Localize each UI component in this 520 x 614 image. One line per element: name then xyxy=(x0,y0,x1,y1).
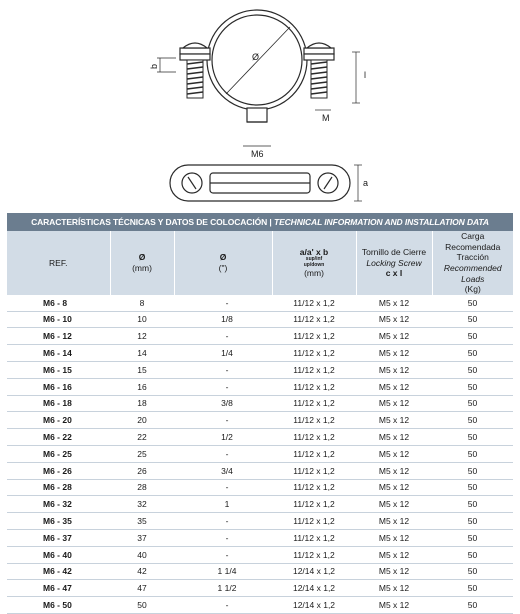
screw-cell: M5 x 12 xyxy=(356,479,432,496)
header-ref-label: REF. xyxy=(49,257,68,268)
axb-cell: 11/12 x 1,2 xyxy=(272,513,356,530)
spec-table xyxy=(7,213,513,614)
screw-cell: M5 x 12 xyxy=(356,311,432,328)
load-cell: 50 xyxy=(432,513,513,530)
header-ref xyxy=(7,231,110,295)
table-body xyxy=(7,295,513,614)
diameter-inch-cell: - xyxy=(174,412,272,429)
load-cell: 50 xyxy=(432,412,513,429)
diameter-mm-cell: 20 xyxy=(110,412,174,429)
table-row xyxy=(7,378,513,395)
ref-cell: M6 - 10 xyxy=(7,311,110,328)
table-row xyxy=(7,597,513,614)
diameter-inch-cell: - xyxy=(174,445,272,462)
ref-cell: M6 - 8 xyxy=(7,295,110,311)
label-rod-thread: M6 xyxy=(251,149,264,159)
diameter-mm-cell: 10 xyxy=(110,311,174,328)
load-cell: 50 xyxy=(432,429,513,446)
table-row xyxy=(7,563,513,580)
screw-cell: M5 x 12 xyxy=(356,361,432,378)
header-axb-note2: up/down xyxy=(303,261,325,268)
table-title-en: TECHNICAL INFORMATION AND INSTALLATION DATA xyxy=(273,217,489,227)
header-load-unit: (Kg) xyxy=(464,284,481,295)
screw-cell: M5 x 12 xyxy=(356,412,432,429)
axb-cell: 11/12 x 1,2 xyxy=(272,361,356,378)
diameter-inch-cell: - xyxy=(174,378,272,395)
axb-cell: 11/12 x 1,2 xyxy=(272,429,356,446)
header-diameter-inch xyxy=(174,231,272,295)
header-diameter-mm-symbol: Ø xyxy=(138,252,146,263)
label-screw-thread: M xyxy=(322,113,330,123)
screw-cell: M5 x 12 xyxy=(356,529,432,546)
diameter-mm-cell: 18 xyxy=(110,395,174,412)
diameter-mm-cell: 42 xyxy=(110,563,174,580)
diameter-mm-cell: 37 xyxy=(110,529,174,546)
axb-cell: 11/12 x 1,2 xyxy=(272,462,356,479)
table-row xyxy=(7,513,513,530)
left-screw-head xyxy=(183,43,207,48)
screw-cell: M5 x 12 xyxy=(356,597,432,614)
table-title-es: CARACTERÍSTICAS TÉCNICAS Y DATOS DE COLOCACIÓN xyxy=(31,217,268,227)
ref-cell: M6 - 25 xyxy=(7,445,110,462)
rod-nut xyxy=(247,108,267,122)
diameter-inch-cell: - xyxy=(174,546,272,563)
header-load xyxy=(432,231,513,295)
screw-cell: M5 x 12 xyxy=(356,462,432,479)
axb-cell: 11/12 x 1,2 xyxy=(272,412,356,429)
diameter-inch-cell: - xyxy=(174,479,272,496)
table-row xyxy=(7,529,513,546)
table-row xyxy=(7,580,513,597)
diameter-mm-cell: 15 xyxy=(110,361,174,378)
table-row xyxy=(7,295,513,311)
header-load-es2: Tracción xyxy=(456,252,489,263)
table-row xyxy=(7,546,513,563)
ref-cell: M6 - 35 xyxy=(7,513,110,530)
axb-cell: 11/12 x 1,2 xyxy=(272,479,356,496)
axb-cell: 11/12 x 1,2 xyxy=(272,395,356,412)
header-axb-unit: (mm) xyxy=(304,268,324,279)
ref-cell: M6 - 37 xyxy=(7,529,110,546)
screw-cell: M5 x 12 xyxy=(356,295,432,311)
table-row xyxy=(7,479,513,496)
diameter-inch-cell: 1/8 xyxy=(174,311,272,328)
axb-cell: 11/12 x 1,2 xyxy=(272,529,356,546)
load-cell: 50 xyxy=(432,361,513,378)
load-cell: 50 xyxy=(432,462,513,479)
ref-cell: M6 - 32 xyxy=(7,496,110,513)
ref-cell: M6 - 16 xyxy=(7,378,110,395)
screw-cell: M5 x 12 xyxy=(356,429,432,446)
screw-cell: M5 x 12 xyxy=(356,563,432,580)
load-cell: 50 xyxy=(432,580,513,597)
ref-cell: M6 - 20 xyxy=(7,412,110,429)
diameter-mm-cell: 35 xyxy=(110,513,174,530)
header-diameter-inch-unit: (") xyxy=(218,262,228,273)
axb-cell: 11/12 x 1,2 xyxy=(272,328,356,345)
header-screw-en: Locking Screw xyxy=(366,257,422,268)
axb-cell: 11/12 x 1,2 xyxy=(272,311,356,328)
screw-cell: M5 x 12 xyxy=(356,445,432,462)
diameter-inch-cell: - xyxy=(174,529,272,546)
axb-cell: 11/12 x 1,2 xyxy=(272,496,356,513)
table-row xyxy=(7,328,513,345)
table-row xyxy=(7,445,513,462)
axb-cell: 11/12 x 1,2 xyxy=(272,546,356,563)
table-row xyxy=(7,496,513,513)
table-row xyxy=(7,429,513,446)
ref-cell: M6 - 42 xyxy=(7,563,110,580)
table-title-sep: | xyxy=(267,217,274,227)
load-cell: 50 xyxy=(432,311,513,328)
ref-cell: M6 - 47 xyxy=(7,580,110,597)
diameter-inch-cell: 1/2 xyxy=(174,429,272,446)
header-screw xyxy=(356,231,432,295)
table-row xyxy=(7,395,513,412)
screw-cell: M5 x 12 xyxy=(356,496,432,513)
screw-cell: M5 x 12 xyxy=(356,513,432,530)
ref-cell: M6 - 50 xyxy=(7,597,110,614)
diameter-inch-cell: - xyxy=(174,597,272,614)
right-flange xyxy=(304,48,334,54)
table-row xyxy=(7,311,513,328)
label-diameter: Ø xyxy=(252,52,260,62)
axb-cell: 11/12 x 1,2 xyxy=(272,378,356,395)
load-cell: 50 xyxy=(432,479,513,496)
axb-cell: 12/14 x 1,2 xyxy=(272,563,356,580)
table-row xyxy=(7,345,513,362)
ref-cell: M6 - 28 xyxy=(7,479,110,496)
diameter-mm-cell: 16 xyxy=(110,378,174,395)
table-row xyxy=(7,462,513,479)
diameter-mm-cell: 26 xyxy=(110,462,174,479)
header-axb-note1: sup/inf xyxy=(305,256,323,263)
screw-cell: M5 x 12 xyxy=(356,546,432,563)
left-flange xyxy=(180,48,210,54)
diameter-mm-cell: 47 xyxy=(110,580,174,597)
screw-cell: M5 x 12 xyxy=(356,395,432,412)
diameter-mm-cell: 50 xyxy=(110,597,174,614)
load-cell: 50 xyxy=(432,529,513,546)
axb-cell: 12/14 x 1,2 xyxy=(272,597,356,614)
axb-cell: 12/14 x 1,2 xyxy=(272,580,356,597)
load-cell: 50 xyxy=(432,546,513,563)
diameter-mm-cell: 25 xyxy=(110,445,174,462)
diameter-mm-cell: 12 xyxy=(110,328,174,345)
header-screw-es: Tornillo de Cierre xyxy=(361,246,427,257)
ref-cell: M6 - 40 xyxy=(7,546,110,563)
load-cell: 50 xyxy=(432,597,513,614)
header-load-es1: Carga Recomendada xyxy=(445,231,501,252)
screw-cell: M5 x 12 xyxy=(356,378,432,395)
diameter-inch-cell: - xyxy=(174,361,272,378)
load-cell: 50 xyxy=(432,563,513,580)
diameter-mm-cell: 40 xyxy=(110,546,174,563)
diameter-mm-cell: 8 xyxy=(110,295,174,311)
ref-cell: M6 - 22 xyxy=(7,429,110,446)
ref-cell: M6 - 18 xyxy=(7,395,110,412)
diameter-inch-cell: 3/4 xyxy=(174,462,272,479)
load-cell: 50 xyxy=(432,496,513,513)
ref-cell: M6 - 14 xyxy=(7,345,110,362)
load-cell: 50 xyxy=(432,445,513,462)
header-load-en: Recommended Loads xyxy=(443,262,502,284)
load-cell: 50 xyxy=(432,295,513,311)
header-axb-label: a/a' x b xyxy=(299,246,329,257)
right-screw-head xyxy=(307,43,331,48)
ref-cell: M6 - 26 xyxy=(7,462,110,479)
diameter-mm-cell: 32 xyxy=(110,496,174,513)
ref-cell: M6 - 15 xyxy=(7,361,110,378)
header-diameter-mm-unit: (mm) xyxy=(132,262,152,273)
table-header-row xyxy=(7,231,513,295)
diameter-mm-cell: 22 xyxy=(110,429,174,446)
table-row xyxy=(7,412,513,429)
screw-cell: M5 x 12 xyxy=(356,580,432,597)
diameter-inch-cell: 1/4 xyxy=(174,345,272,362)
header-screw-dims: c x l xyxy=(385,268,403,279)
header-axb xyxy=(272,231,356,295)
diameter-inch-cell: 1 xyxy=(174,496,272,513)
table-title-row xyxy=(7,213,513,231)
header-diameter-mm xyxy=(110,231,174,295)
axb-cell: 11/12 x 1,2 xyxy=(272,445,356,462)
label-thickness: b xyxy=(149,63,159,69)
load-cell: 50 xyxy=(432,378,513,395)
diameter-inch-cell: - xyxy=(174,513,272,530)
diameter-mm-cell: 28 xyxy=(110,479,174,496)
diameter-inch-cell: - xyxy=(174,295,272,311)
screw-cell: M5 x 12 xyxy=(356,328,432,345)
axb-cell: 11/12 x 1,2 xyxy=(272,345,356,362)
diameter-inch-cell: - xyxy=(174,328,272,345)
technical-drawing xyxy=(0,0,520,212)
table-row xyxy=(7,361,513,378)
screw-cell: M5 x 12 xyxy=(356,345,432,362)
diameter-inch-cell: 3/8 xyxy=(174,395,272,412)
diameter-inch-cell: 1 1/4 xyxy=(174,563,272,580)
diameter-mm-cell: 14 xyxy=(110,345,174,362)
ref-cell: M6 - 12 xyxy=(7,328,110,345)
label-length: l xyxy=(364,70,366,80)
axb-cell: 11/12 x 1,2 xyxy=(272,295,356,311)
load-cell: 50 xyxy=(432,328,513,345)
header-diameter-inch-symbol: Ø xyxy=(219,252,227,263)
load-cell: 50 xyxy=(432,345,513,362)
label-width: a xyxy=(363,178,369,188)
load-cell: 50 xyxy=(432,395,513,412)
table-title xyxy=(7,213,513,231)
diameter-inch-cell: 1 1/2 xyxy=(174,580,272,597)
